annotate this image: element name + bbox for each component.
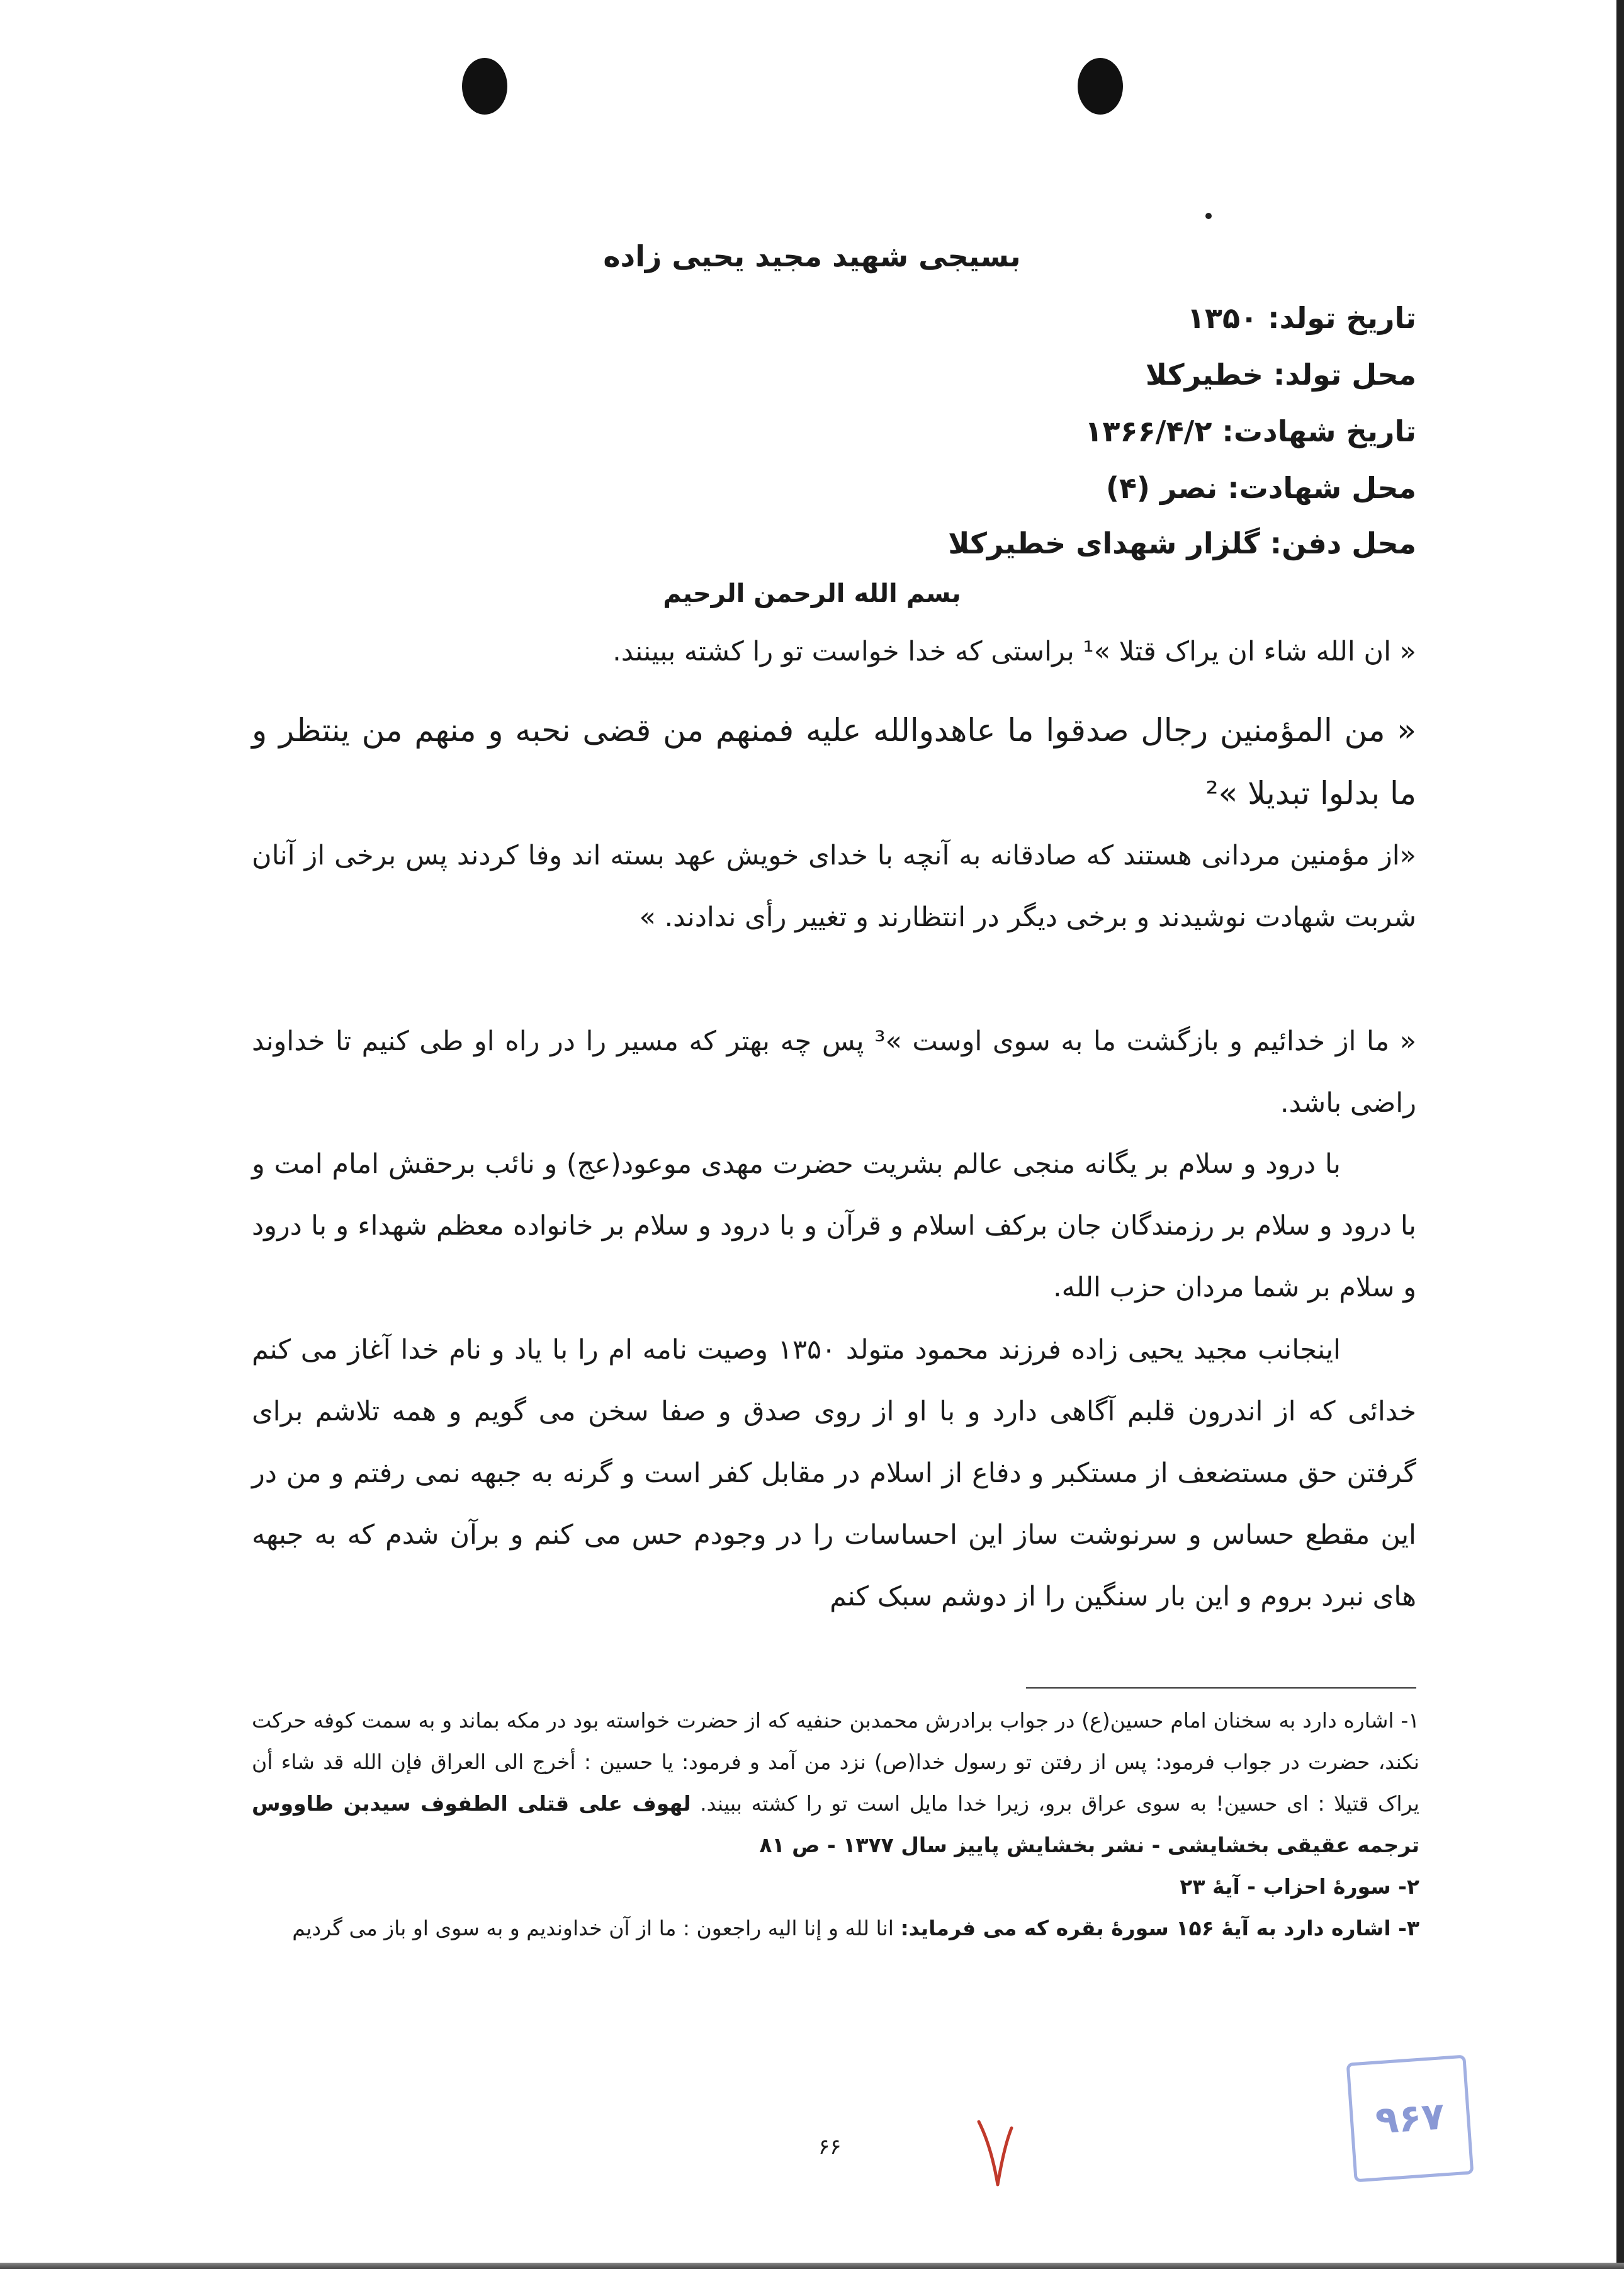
quote-line-1: « ان الله شاء ان یراک قتلا »¹ براستی که خدا خواست تو را کشته ببینند. (612, 636, 1416, 667)
birth-place: محل تولد: خطیرکلا (1145, 358, 1416, 392)
birth-date: تاریخ تولد: ۱۳۵۰ (1187, 301, 1416, 335)
page-bottom-edge (0, 2263, 1624, 2269)
martyrdom-place: محل شهادت: نصر (۴) (1105, 471, 1416, 505)
quran-quote: « من المؤمنین رجال صدقوا ما عاهدوالله علیه فمنهم من قضی نحبه و منهم من ینتظر و ما بدلوا تبدیلا »² (252, 712, 1416, 812)
page-number: ۶۶ (818, 2134, 842, 2159)
footnote-1 (252, 1700, 1419, 1866)
footnote-1-source: لهوف علی قتلی الطفوف سیدبن طاووس ترجمه عقیقی بخشایشی - نشر بخشایش پاییز سال ۱۳۷۷ - ص ۸۱ (252, 1791, 1419, 1857)
handwritten-mark (973, 2109, 1017, 2191)
punch-hole-right (1078, 58, 1123, 115)
page-edge (1616, 0, 1624, 2269)
footnote-1-text: ۱- اشاره دارد به سخنان امام حسین(ع) در جواب برادرش محمدبن حنفیه که از حضرت خواسته بود در مکه بماند و به سمت کوفه حرکت نکند، حضرت در جواب فرمود: پس از رفتن تو رسول خدا(ص) نزد من آمد و فرمود: یا حسین : أخرج الی العراق فإن الله قد شاء أن یراک قتیلا : ای حسین! به سوی عراق برو، زیرا خدا مایل است تو را کشته ببیند. (252, 1708, 1419, 1816)
footnote-3-label: ۳- اشاره دارد به آیهٔ ۱۵۶ سورهٔ بقره که می فرماید: (900, 1916, 1419, 1940)
greeting-paragraph: با درود و سلام بر یگانه منجی عالم بشریت حضرت مهدی موعود(عج) و نائب برحقش امام امت و با درود و سلام بر رزمندگان جان برکف اسلام و قرآن و با درود و سلام بر خانواده معظم شهداء و با درود و سلام بر شما مردان حزب الله. (252, 1148, 1416, 1303)
punch-hole-left (462, 58, 507, 115)
martyrdom-date: تاریخ شهادت: ۱۳۶۶/۴/۲ (1085, 414, 1416, 448)
footnote-3-text: انا لله و إنا الیه راجعون : ما از آن خداوندیم و به سوی او باز می گردیم (292, 1916, 894, 1940)
footnote-2: ۲- سورهٔ احزاب - آیهٔ ۲۳ (1180, 1874, 1419, 1899)
quote-translation: «از مؤمنین مردانی هستند که صادقانه به آنچه با خدای خویش عهد بسته اند وفا کردند پس برخی از آنان شربت شهادت نوشیدند و برخی دیگر در انتظارند و تغییر رأی ندادند. » (252, 840, 1416, 933)
footnote-separator (1026, 1687, 1416, 1689)
scan-speck (1205, 213, 1212, 219)
footnotes (252, 1700, 1419, 1949)
footnote-3 (252, 1908, 1419, 1949)
document-title: بسیجی شهید مجید یحیی زاده (603, 239, 1021, 273)
burial-place: محل دفن: گلزار شهدای خطیرکلا (948, 526, 1416, 560)
bismillah-heading: بسم الله الرحمن الرحیم (663, 579, 961, 608)
will-paragraph: اینجانب مجید یحیی زاده فرزند محمود متولد ۱۳۵۰ وصیت نامه ام را با یاد و نام خدا آغاز می کنم خدائی که از اندرون قلبم آگاهی دارد و با او از روی صدق و صفا سخن می گویم و همه تلاشم برای گرفتن حق مستضعف از مستکبر و دفاع از اسلام در مقابل کفر است و گرنه به جبهه نمی رفتم و من در این مقطع حساس و سرنوشت ساز این احساسات را در وجودم حس می کنم و برآن شدم که به جبهه های نبرد بروم و این بار سنگین را از دوشم سبک کنم (252, 1334, 1416, 1612)
quote-paragraph-3: « ما از خدائیم و بازگشت ما به سوی اوست »³ پس چه بهتر که مسیر را در راه او طی کنیم تا خداوند راضی باشد. (252, 1026, 1417, 1119)
archive-stamp: ۹۶۷ (1346, 2055, 1474, 2183)
